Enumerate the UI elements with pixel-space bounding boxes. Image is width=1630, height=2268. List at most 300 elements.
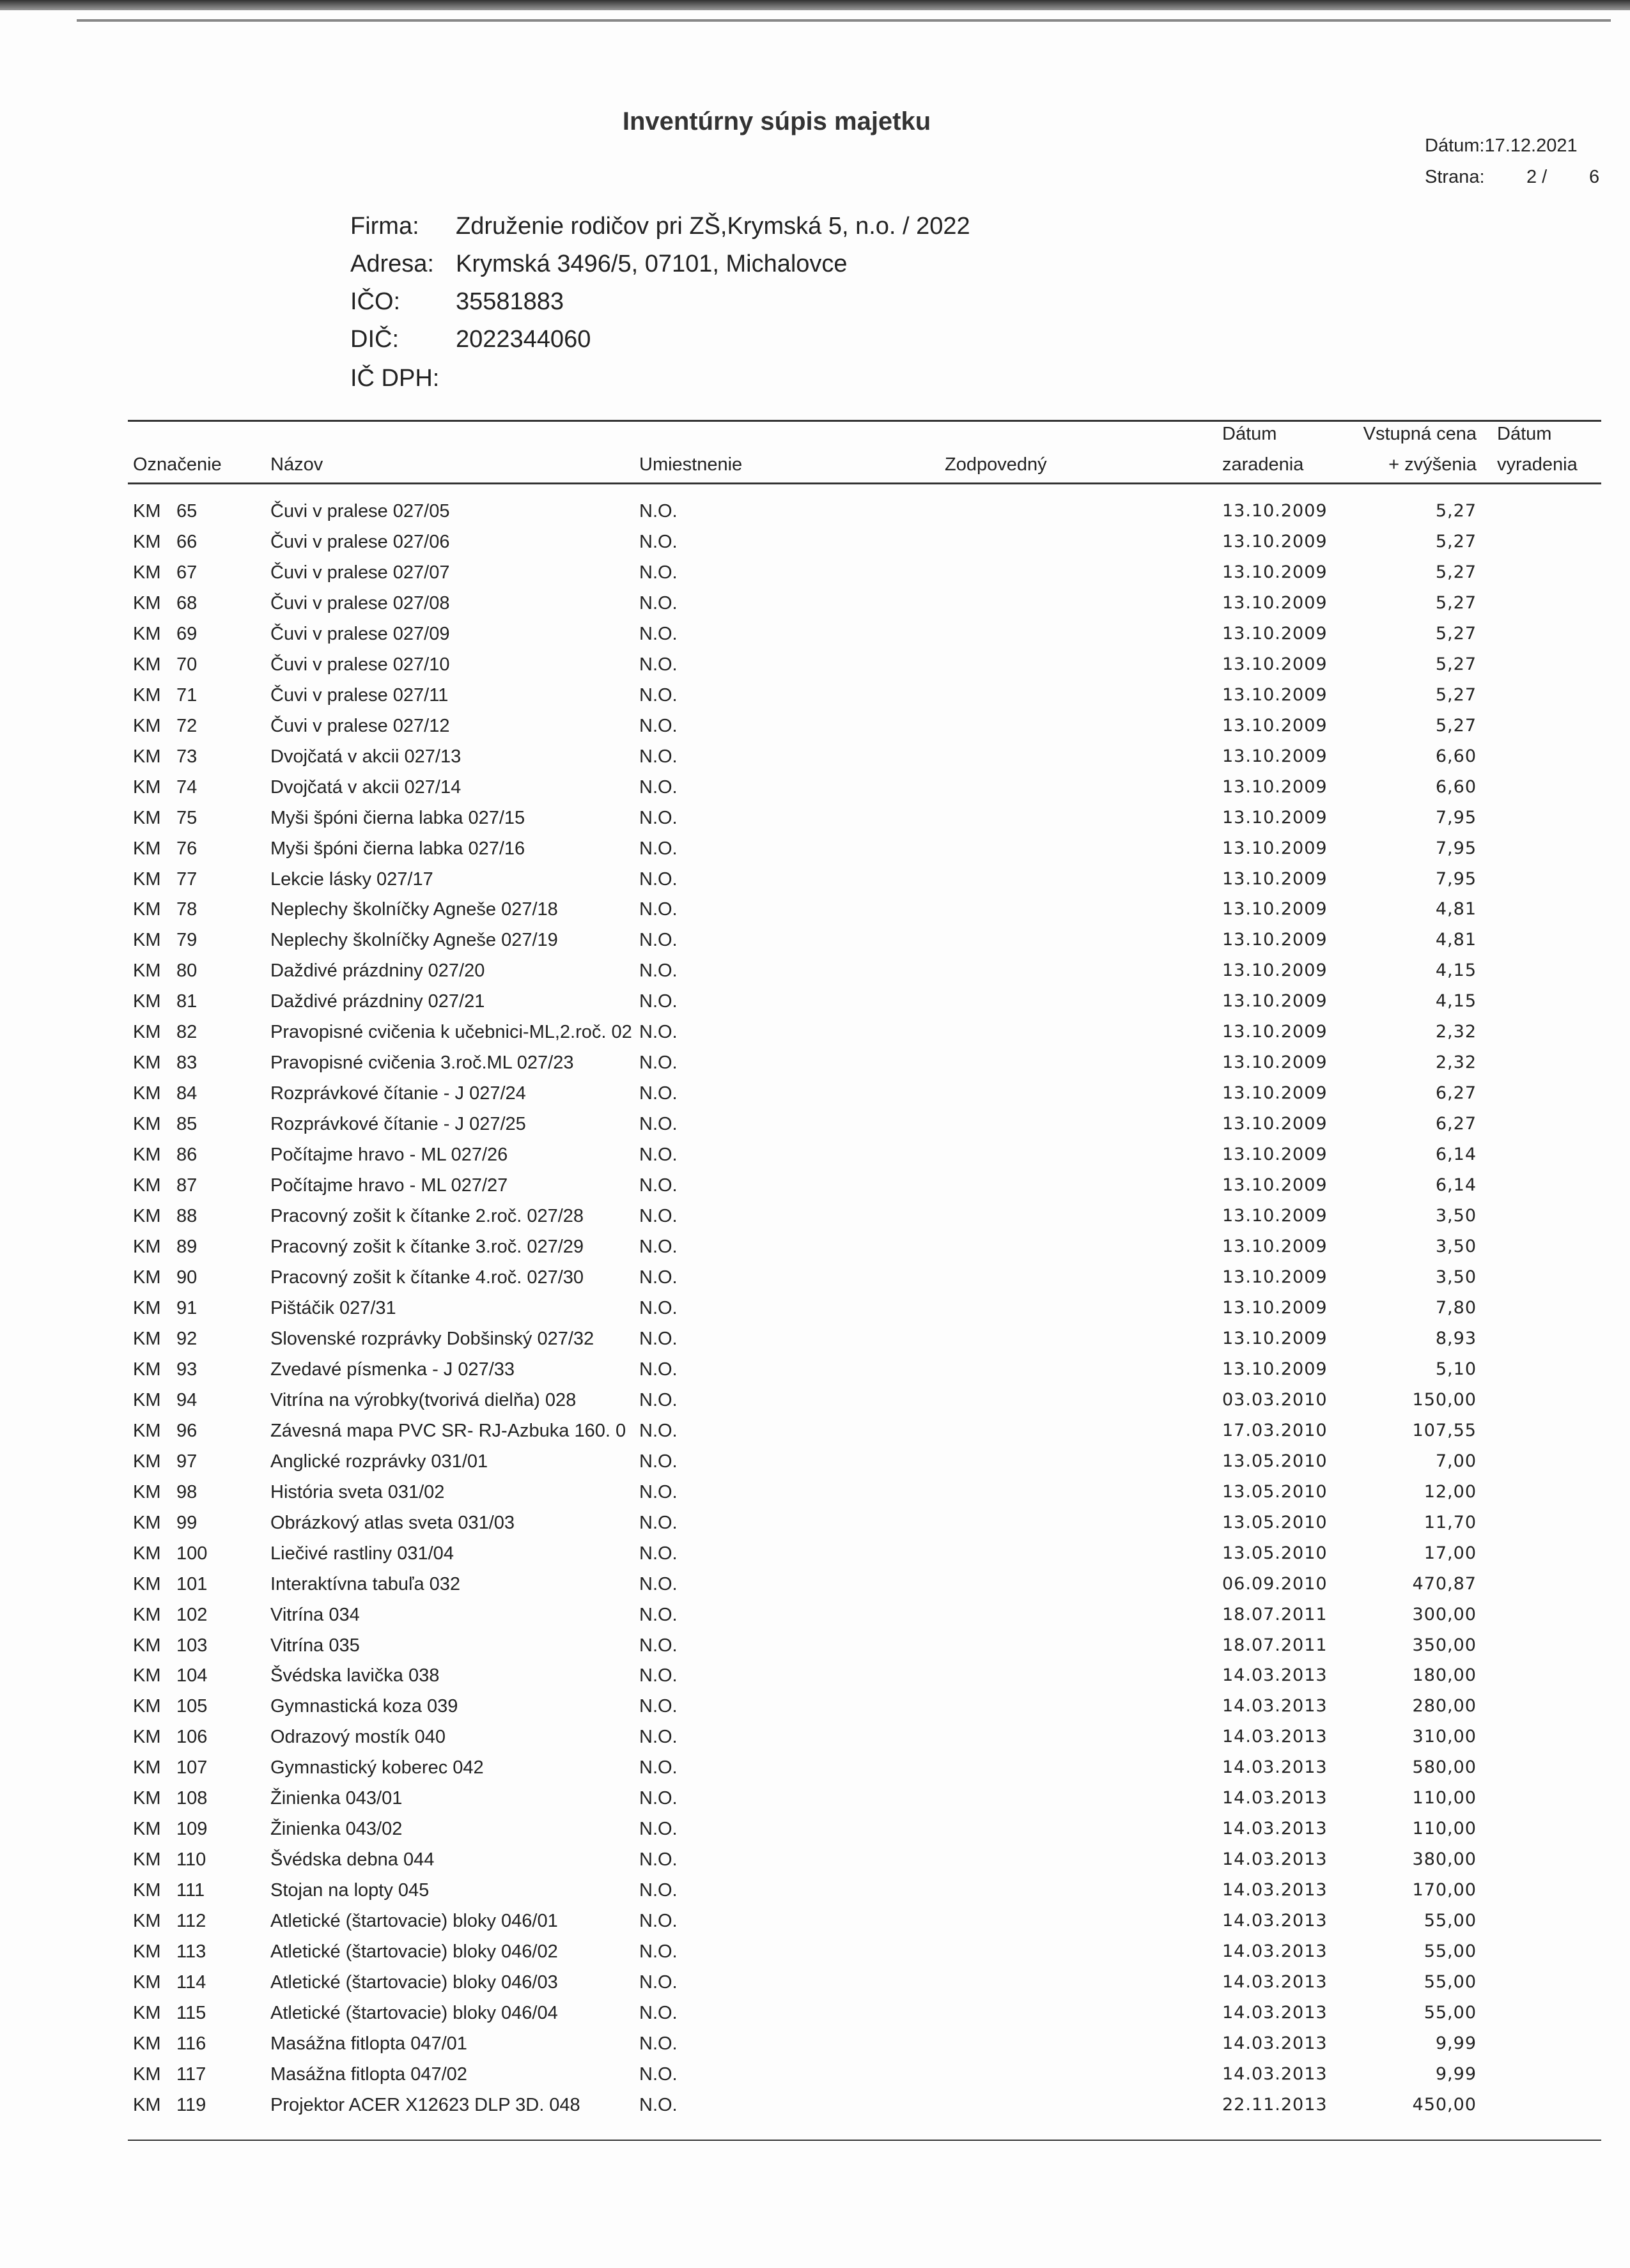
row-name: Čuvi v pralese 027/09	[270, 623, 450, 644]
adresa-value: Krymská 3496/5, 07101, Michalovce	[456, 251, 848, 277]
row-number: 114	[176, 1972, 206, 1993]
header-datum-zaradenia-1: Dátum	[1222, 424, 1277, 444]
table-row	[0, 1911, 1630, 1941]
row-price: 5,27	[1435, 684, 1477, 705]
row-location: N.O.	[639, 1359, 678, 1380]
row-name: Pracovný zošit k čítanke 3.roč. 027/29	[270, 1237, 584, 1258]
header-cena-2: + zvýšenia	[1388, 454, 1477, 475]
row-date-added: 17.03.2010	[1222, 1420, 1328, 1440]
header-nazov: Názov	[270, 454, 323, 475]
row-location: N.O.	[639, 1665, 678, 1686]
table-row	[0, 1543, 1630, 1574]
row-prefix: KM	[133, 1757, 161, 1778]
date-label: Dátum:	[1425, 135, 1485, 156]
table-row	[0, 1635, 1630, 1666]
table-row	[0, 838, 1630, 869]
row-prefix: KM	[133, 531, 161, 552]
firma-label: Firma:	[350, 213, 419, 240]
table-row	[0, 1451, 1630, 1482]
row-location: N.O.	[639, 2094, 678, 2115]
row-price: 12,00	[1424, 1481, 1477, 1502]
row-location: N.O.	[639, 960, 678, 982]
row-prefix: KM	[133, 1359, 161, 1380]
row-prefix: KM	[133, 1297, 161, 1318]
row-number: 101	[176, 1573, 208, 1594]
row-location: N.O.	[639, 1083, 678, 1104]
row-number: 86	[176, 1145, 198, 1166]
row-number: 115	[176, 2003, 206, 2024]
row-number: 98	[176, 1481, 198, 1502]
row-name: Anglické rozprávky 031/01	[270, 1451, 488, 1472]
row-number: 75	[176, 807, 198, 828]
row-name: Pištáčik 027/31	[270, 1297, 396, 1318]
row-location: N.O.	[639, 2033, 678, 2054]
row-location: N.O.	[639, 746, 678, 767]
row-date-added: 13.10.2009	[1222, 746, 1328, 766]
row-date-added: 14.03.2013	[1222, 1911, 1328, 1931]
table-row	[0, 808, 1630, 838]
table-row	[0, 593, 1630, 624]
row-number: 65	[176, 501, 198, 521]
row-prefix: KM	[133, 1696, 161, 1717]
row-date-added: 13.10.2009	[1222, 501, 1328, 521]
row-date-added: 13.10.2009	[1222, 991, 1328, 1012]
row-price: 6,14	[1435, 1175, 1477, 1196]
row-price: 4,15	[1435, 960, 1477, 981]
row-number: 78	[176, 899, 198, 920]
row-number: 96	[176, 1420, 198, 1441]
row-number: 111	[176, 1880, 205, 1901]
row-number: 71	[176, 684, 198, 706]
row-number: 66	[176, 531, 198, 552]
row-name: Masážna fitlopta 047/02	[270, 2064, 467, 2085]
table-row	[0, 501, 1630, 532]
row-location: N.O.	[639, 1328, 678, 1349]
row-price: 6,60	[1435, 746, 1477, 766]
row-number: 83	[176, 1053, 198, 1074]
row-price: 11,70	[1424, 1512, 1477, 1532]
table-row	[0, 1022, 1630, 1053]
row-location: N.O.	[639, 1727, 678, 1748]
row-date-added: 14.03.2013	[1222, 1696, 1328, 1716]
row-name: Daždivé prázdniny 027/21	[270, 991, 485, 1012]
row-price: 55,00	[1424, 1911, 1477, 1931]
row-name: Počítajme hravo - ML 027/27	[270, 1175, 508, 1196]
row-date-added: 18.07.2011	[1222, 1635, 1328, 1655]
row-price: 5,10	[1435, 1359, 1477, 1379]
row-location: N.O.	[639, 1849, 678, 1871]
row-prefix: KM	[133, 1849, 161, 1871]
row-location: N.O.	[639, 684, 678, 706]
row-number: 79	[176, 930, 198, 951]
row-name: Slovenské rozprávky Dobšinský 027/32	[270, 1328, 594, 1349]
row-price: 380,00	[1412, 1849, 1477, 1870]
table-row	[0, 1359, 1630, 1390]
table-row	[0, 1696, 1630, 1727]
row-date-added: 13.10.2009	[1222, 531, 1328, 552]
row-location: N.O.	[639, 531, 678, 552]
row-price: 470,87	[1412, 1573, 1477, 1594]
row-price: 2,32	[1435, 1053, 1477, 1073]
row-date-added: 13.10.2009	[1222, 1328, 1328, 1348]
row-name: Čuvi v pralese 027/05	[270, 501, 450, 521]
row-date-added: 13.10.2009	[1222, 1206, 1328, 1226]
row-name: Daždivé prázdniny 027/20	[270, 960, 485, 982]
row-location: N.O.	[639, 1267, 678, 1288]
row-number: 80	[176, 960, 198, 982]
row-location: N.O.	[639, 807, 678, 828]
row-prefix: KM	[133, 1451, 161, 1472]
row-date-added: 13.05.2010	[1222, 1481, 1328, 1502]
row-price: 7,95	[1435, 838, 1477, 858]
table-row	[0, 746, 1630, 777]
row-name: Pracovný zošit k čítanke 2.roč. 027/28	[270, 1206, 584, 1227]
row-price: 9,99	[1435, 2033, 1477, 2053]
row-location: N.O.	[639, 1788, 678, 1809]
row-number: 112	[176, 1911, 206, 1932]
row-name: Pravopisné cvičenia k učebnici-ML,2.roč. 02	[270, 1022, 632, 1043]
header-cena-1: Vstupná cena	[1363, 424, 1477, 444]
row-price: 55,00	[1424, 1972, 1477, 1993]
row-name: Neplechy školníčky Agneše 027/18	[270, 899, 558, 920]
scan-line	[77, 19, 1611, 22]
row-number: 117	[176, 2064, 206, 2085]
row-name: Rozprávkové čítanie - J 027/25	[270, 1114, 526, 1135]
row-date-added: 06.09.2010	[1222, 1573, 1328, 1594]
row-date-added: 13.10.2009	[1222, 1145, 1328, 1165]
row-price: 55,00	[1424, 1941, 1477, 1962]
row-price: 8,93	[1435, 1328, 1477, 1348]
table-row	[0, 1083, 1630, 1114]
row-name: Žinienka 043/02	[270, 1819, 403, 1840]
page-current: 2 /	[1526, 167, 1548, 187]
row-prefix: KM	[133, 623, 161, 644]
row-name: Vitrína 035	[270, 1635, 360, 1656]
row-number: 70	[176, 654, 198, 675]
row-prefix: KM	[133, 1880, 161, 1901]
row-prefix: KM	[133, 1727, 161, 1748]
row-prefix: KM	[133, 684, 161, 706]
row-date-added: 13.05.2010	[1222, 1512, 1328, 1532]
row-location: N.O.	[639, 991, 678, 1012]
row-prefix: KM	[133, 1237, 161, 1258]
row-date-added: 03.03.2010	[1222, 1389, 1328, 1410]
row-prefix: KM	[133, 838, 161, 859]
row-date-added: 14.03.2013	[1222, 1727, 1328, 1747]
row-price: 450,00	[1412, 2094, 1477, 2115]
row-date-added: 13.10.2009	[1222, 1297, 1328, 1318]
icdph-label: IČ DPH:	[350, 365, 440, 392]
row-name: Lekcie lásky 027/17	[270, 868, 433, 890]
row-prefix: KM	[133, 1635, 161, 1656]
row-prefix: KM	[133, 807, 161, 828]
row-prefix: KM	[133, 1420, 161, 1441]
row-number: 103	[176, 1635, 208, 1656]
row-price: 3,50	[1435, 1267, 1477, 1287]
table-row	[0, 1053, 1630, 1083]
row-name: Interaktívna tabuľa 032	[270, 1573, 461, 1594]
table-row	[0, 1819, 1630, 1849]
row-prefix: KM	[133, 868, 161, 890]
row-location: N.O.	[639, 1635, 678, 1656]
row-prefix: KM	[133, 1083, 161, 1104]
dic-label: DIČ:	[350, 326, 399, 353]
row-name: Rozprávkové čítanie - J 027/24	[270, 1083, 526, 1104]
row-location: N.O.	[639, 2003, 678, 2024]
row-price: 350,00	[1412, 1635, 1477, 1655]
ico-label: IČO:	[350, 288, 401, 315]
table-row	[0, 1972, 1630, 2003]
row-location: N.O.	[639, 562, 678, 583]
row-date-added: 14.03.2013	[1222, 2064, 1328, 2084]
table-row	[0, 1849, 1630, 1880]
row-location: N.O.	[639, 654, 678, 675]
row-prefix: KM	[133, 1328, 161, 1349]
row-name: Čuvi v pralese 027/11	[270, 684, 449, 706]
row-location: N.O.	[639, 1880, 678, 1901]
row-name: Atletické (štartovacie) bloky 046/04	[270, 2003, 558, 2024]
table-row	[0, 1757, 1630, 1788]
row-date-added: 13.10.2009	[1222, 1237, 1328, 1257]
row-prefix: KM	[133, 1972, 161, 1993]
row-location: N.O.	[639, 623, 678, 644]
row-name: Neplechy školníčky Agneše 027/19	[270, 930, 558, 951]
scan-edge	[0, 0, 1630, 10]
row-location: N.O.	[639, 1757, 678, 1778]
row-prefix: KM	[133, 1573, 161, 1594]
row-date-added: 18.07.2011	[1222, 1604, 1328, 1624]
row-number: 88	[176, 1206, 198, 1227]
row-name: Žinienka 043/01	[270, 1788, 403, 1809]
row-number: 105	[176, 1696, 208, 1717]
row-price: 6,14	[1435, 1145, 1477, 1165]
row-prefix: KM	[133, 562, 161, 583]
table-row	[0, 1114, 1630, 1145]
row-location: N.O.	[639, 1512, 678, 1533]
row-date-added: 14.03.2013	[1222, 1972, 1328, 1993]
row-date-added: 13.05.2010	[1222, 1451, 1328, 1471]
row-location: N.O.	[639, 1819, 678, 1840]
row-price: 6,60	[1435, 776, 1477, 797]
row-location: N.O.	[639, 1206, 678, 1227]
table-row	[0, 654, 1630, 685]
row-number: 72	[176, 715, 198, 736]
row-price: 2,32	[1435, 1022, 1477, 1042]
row-name: Pracovný zošit k čítanke 4.roč. 027/30	[270, 1267, 584, 1288]
row-price: 4,81	[1435, 930, 1477, 950]
row-prefix: KM	[133, 960, 161, 982]
row-prefix: KM	[133, 1022, 161, 1043]
row-number: 108	[176, 1788, 208, 1809]
row-price: 107,55	[1412, 1420, 1477, 1440]
table-row	[0, 716, 1630, 746]
row-location: N.O.	[639, 1911, 678, 1932]
row-prefix: KM	[133, 746, 161, 767]
row-number: 82	[176, 1022, 198, 1043]
row-number: 110	[176, 1849, 206, 1871]
row-date-added: 13.10.2009	[1222, 1053, 1328, 1073]
row-location: N.O.	[639, 1451, 678, 1472]
header-umiestnenie: Umiestnenie	[639, 454, 743, 475]
page-label: Strana:	[1425, 167, 1485, 187]
row-date-added: 13.10.2009	[1222, 623, 1328, 644]
adresa-label: Adresa:	[350, 251, 434, 277]
row-name: Pravopisné cvičenia 3.roč.ML 027/23	[270, 1053, 574, 1074]
row-prefix: KM	[133, 1206, 161, 1227]
table-bottom-rule	[128, 2140, 1601, 2141]
row-number: 104	[176, 1665, 208, 1686]
header-oznacenie: Označenie	[133, 454, 222, 475]
row-date-added: 13.10.2009	[1222, 930, 1328, 950]
print-date	[1425, 135, 1578, 157]
row-location: N.O.	[639, 1972, 678, 1993]
row-prefix: KM	[133, 1543, 161, 1564]
row-name: Odrazový mostík 040	[270, 1727, 446, 1748]
row-price: 110,00	[1412, 1788, 1477, 1809]
row-name: História sveta 031/02	[270, 1481, 445, 1502]
row-date-added: 14.03.2013	[1222, 1880, 1328, 1901]
row-number: 74	[176, 776, 198, 798]
table-row	[0, 624, 1630, 654]
row-price: 5,27	[1435, 592, 1477, 613]
row-number: 97	[176, 1451, 198, 1472]
table-row	[0, 2064, 1630, 2095]
row-date-added: 13.10.2009	[1222, 899, 1328, 920]
row-number: 92	[176, 1328, 198, 1349]
row-number: 109	[176, 1819, 208, 1840]
row-name: Myši špóni čierna labka 027/15	[270, 807, 525, 828]
table-row	[0, 1298, 1630, 1329]
row-location: N.O.	[639, 1481, 678, 1502]
row-price: 9,99	[1435, 2064, 1477, 2084]
row-location: N.O.	[639, 1573, 678, 1594]
row-location: N.O.	[639, 1053, 678, 1074]
table-row	[0, 1727, 1630, 1757]
row-prefix: KM	[133, 991, 161, 1012]
table-row	[0, 960, 1630, 991]
table-row	[0, 777, 1630, 808]
header-zodpovedny: Zodpovedný	[945, 454, 1047, 475]
row-number: 67	[176, 562, 198, 583]
table-row	[0, 1237, 1630, 1267]
row-name: Vitrína na výrobky(tvorivá dielňa) 028	[270, 1389, 577, 1410]
row-location: N.O.	[639, 715, 678, 736]
header-datum-zaradenia-2: zaradenia	[1222, 454, 1304, 475]
row-date-added: 14.03.2013	[1222, 1941, 1328, 1962]
row-name: Čuvi v pralese 027/06	[270, 531, 450, 552]
row-date-added: 13.10.2009	[1222, 1267, 1328, 1287]
table-row	[0, 2033, 1630, 2064]
row-location: N.O.	[639, 1389, 678, 1410]
row-prefix: KM	[133, 1911, 161, 1932]
row-number: 87	[176, 1175, 198, 1196]
row-price: 180,00	[1412, 1665, 1477, 1686]
row-prefix: KM	[133, 1512, 161, 1533]
row-number: 94	[176, 1389, 198, 1410]
table-row	[0, 1574, 1630, 1605]
row-number: 91	[176, 1297, 198, 1318]
row-price: 5,27	[1435, 715, 1477, 736]
row-date-added: 13.10.2009	[1222, 807, 1328, 828]
row-date-added: 13.10.2009	[1222, 1359, 1328, 1379]
row-price: 7,80	[1435, 1297, 1477, 1318]
row-number: 93	[176, 1359, 198, 1380]
row-price: 580,00	[1412, 1757, 1477, 1778]
row-date-added: 13.10.2009	[1222, 868, 1328, 889]
row-number: 100	[176, 1543, 208, 1564]
row-prefix: KM	[133, 1665, 161, 1686]
table-row	[0, 1665, 1630, 1696]
row-price: 3,50	[1435, 1237, 1477, 1257]
row-location: N.O.	[639, 1604, 678, 1625]
row-prefix: KM	[133, 2033, 161, 2054]
row-price: 5,27	[1435, 654, 1477, 674]
row-price: 5,27	[1435, 501, 1477, 521]
table-row	[0, 2003, 1630, 2033]
table-row	[0, 1605, 1630, 1635]
row-date-added: 14.03.2013	[1222, 1849, 1328, 1870]
row-name: Atletické (štartovacie) bloky 046/02	[270, 1941, 558, 1963]
row-price: 5,27	[1435, 562, 1477, 582]
row-prefix: KM	[133, 501, 161, 521]
page-total: 6	[1589, 167, 1600, 187]
firma-value: Združenie rodičov pri ZŠ,Krymská 5, n.o. / 2022	[456, 213, 970, 240]
row-number: 116	[176, 2033, 206, 2054]
row-name: Čuvi v pralese 027/10	[270, 654, 450, 675]
row-prefix: KM	[133, 1053, 161, 1074]
row-date-added: 14.03.2013	[1222, 2033, 1328, 2053]
row-location: N.O.	[639, 1114, 678, 1135]
row-price: 150,00	[1412, 1389, 1477, 1410]
table-row	[0, 1390, 1630, 1421]
row-prefix: KM	[133, 654, 161, 675]
row-number: 106	[176, 1727, 208, 1748]
row-number: 99	[176, 1512, 198, 1533]
table-row	[0, 1421, 1630, 1451]
row-number: 68	[176, 592, 198, 613]
row-prefix: KM	[133, 715, 161, 736]
row-name: Atletické (štartovacie) bloky 046/03	[270, 1972, 558, 1993]
row-name: Myši špóni čierna labka 027/16	[270, 838, 525, 859]
row-prefix: KM	[133, 1145, 161, 1166]
row-location: N.O.	[639, 838, 678, 859]
row-price: 5,27	[1435, 623, 1477, 644]
table-row	[0, 1788, 1630, 1819]
table-row	[0, 930, 1630, 960]
row-price: 6,27	[1435, 1083, 1477, 1104]
row-name: Vitrína 034	[270, 1604, 360, 1625]
row-date-added: 13.10.2009	[1222, 592, 1328, 613]
row-price: 110,00	[1412, 1819, 1477, 1839]
row-name: Švédska debna 044	[270, 1849, 435, 1871]
row-name: Počítajme hravo - ML 027/26	[270, 1145, 508, 1166]
row-prefix: KM	[133, 1788, 161, 1809]
row-price: 7,95	[1435, 807, 1477, 828]
row-number: 73	[176, 746, 198, 767]
row-date-added: 13.05.2010	[1222, 1543, 1328, 1563]
row-date-added: 13.10.2009	[1222, 960, 1328, 981]
row-number: 102	[176, 1604, 208, 1625]
row-prefix: KM	[133, 2094, 161, 2115]
table-row	[0, 1941, 1630, 1972]
row-location: N.O.	[639, 868, 678, 890]
row-price: 280,00	[1412, 1696, 1477, 1716]
row-number: 85	[176, 1114, 198, 1135]
ico-value: 35581883	[456, 288, 564, 315]
row-location: N.O.	[639, 1543, 678, 1564]
row-date-added: 13.10.2009	[1222, 1175, 1328, 1196]
row-price: 7,95	[1435, 868, 1477, 889]
